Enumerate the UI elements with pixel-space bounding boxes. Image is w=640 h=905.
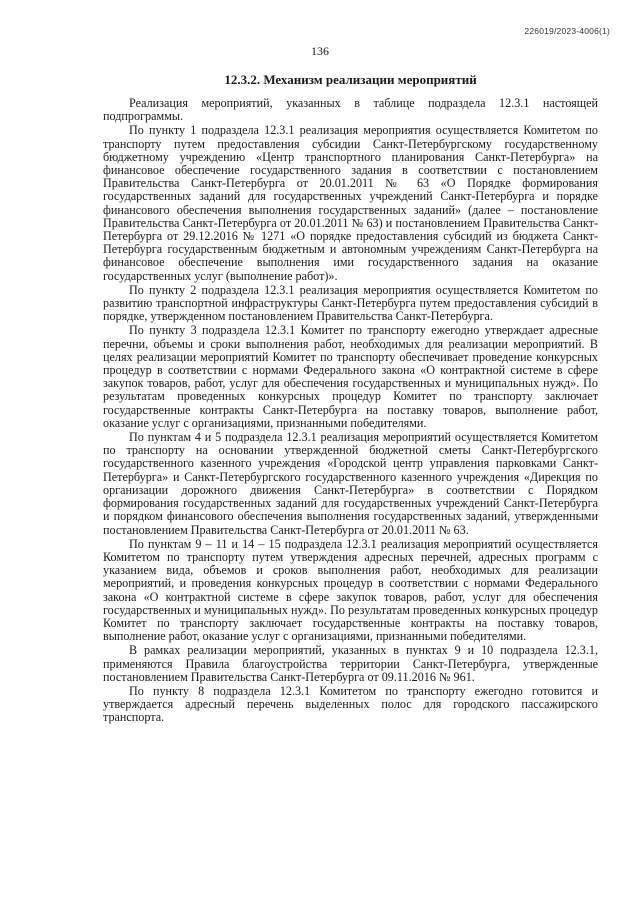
paragraph-7: В рамках реализации мероприятий, указанных в пунктах 9 и 10 подраздела 12.3.1, применяются Правила благоустройства территории Санкт-Петербурга, утвержденные постановлением Правительства Санкт-Петербурга от 09.11.2016 № 961. [103,643,598,684]
paragraph-2: По пункту 1 подраздела 12.3.1 реализация мероприятия осуществляется Комитетом по транспорту путем предоставления субсидии Санкт-Петербургскому государственному бюджетному учреждению «Центр транспортного планирования Санкт-Петербурга» на финансовое обеспечение государственного задания в соответствии с постановлением Правительства Санкт-Петербурга от 20.01.2011 № 63 «О Порядке формирования государственных заданий для государственных учреждений Санкт-Петербурга и порядке финансового обеспечения выполнения государственных заданий» (далее – постановление Правительства Санкт-Петербурга от 20.01.2011 № 63) и постановлением Правительства Санкт-Петербурга от 29.12.2016 № 1271 «О порядке предоставления субсидий из бюджета Санкт-Петербурга государственным бюджетным и автономным учреждениям Санкт-Петербурга на финансовое обеспечение выполнения ими государственного задания на оказание государственных услуг (выполнение работ)». [103,123,598,283]
paragraph-1: Реализация мероприятий, указанных в таблице подраздела 12.3.1 настоящей подпрограммы. [103,96,598,124]
paragraph-6: По пунктам 9 – 11 и 14 – 15 подраздела 12.3.1 реализация мероприятий осуществляется Комитетом по транспорту путем утверждения адресных перечней, адресных программ с указанием вида, объемов и сроков выполнения работ, необходимых для реализации мероприятий, и проведения конкурсных процедур в соответствии с нормами Федерального закона «О контрактной системе в сфере закупок товаров, работ, услуг для обеспечения государственных и муниципальных нужд». По результатам проведенных конкурсных процедур Комитет по транспорту заключает государственные контракты на поставку товаров, выполнение работ, оказание услуг с организациями, признанными победителями. [103,536,598,644]
page-number: 136 [311,44,329,58]
body-text [103,97,598,726]
paragraph-8: По пункту 8 подраздела 12.3.1 Комитетом по транспорту ежегодно готовится и утверждается адресный перечень выделенных полос для городского пассажирского транспорта. [103,683,598,725]
paragraph-4: По пункту 3 подраздела 12.3.1 Комитет по транспорту ежегодно утверждает адресные перечни, объемы и сроки выполнения работ, необходимых для реализации мероприятий. В целях реализации мероприятий Комитет по транспорту обеспечивает проведение конкурсных процедур в соответствии с нормами Федерального закона «О контрактной системе в сфере закупок товаров, работ, услуг для обеспечения государственных и муниципальных нужд». По результатам проведенных конкурсных процедур Комитет по транспорту заключает государственные контракты Санкт-Петербурга на поставку товаров, выполнение работ, оказание услуг с организациями, признанными победителями. [103,323,598,430]
paragraph-3: По пункту 2 подраздела 12.3.1 реализация мероприятия осуществляется Комитетом по развитию транспортной инфраструктуры Санкт-Петербурга путем предоставления субсидий в порядке, утвержденном постановлением Правительства Санкт-Петербурга. [103,282,598,324]
document-id: 226019/2023-4006(1) [524,26,610,36]
paragraph-5: По пунктам 4 и 5 подраздела 12.3.1 реализация мероприятий осуществляется Комитетом по транспорту на основании утвержденной бюджетной сметы Санкт-Петербургского государственного казенного учреждения «Городской центр управления парковками Санкт-Петербурга» и Санкт-Петербургского государственного казенного учреждения «Дирекция по организации дорожного движения Санкт-Петербурга» в соответствии с Порядком формирования государственных заданий для государственных учреждений Санкт-Петербурга и порядком финансового обеспечения выполнения государственных заданий, утвержденными постановлением Правительства Санкт-Петербурга от 20.01.2011 № 63. [103,430,598,537]
section-title: 12.3.2. Механизм реализации мероприятий [224,72,477,87]
